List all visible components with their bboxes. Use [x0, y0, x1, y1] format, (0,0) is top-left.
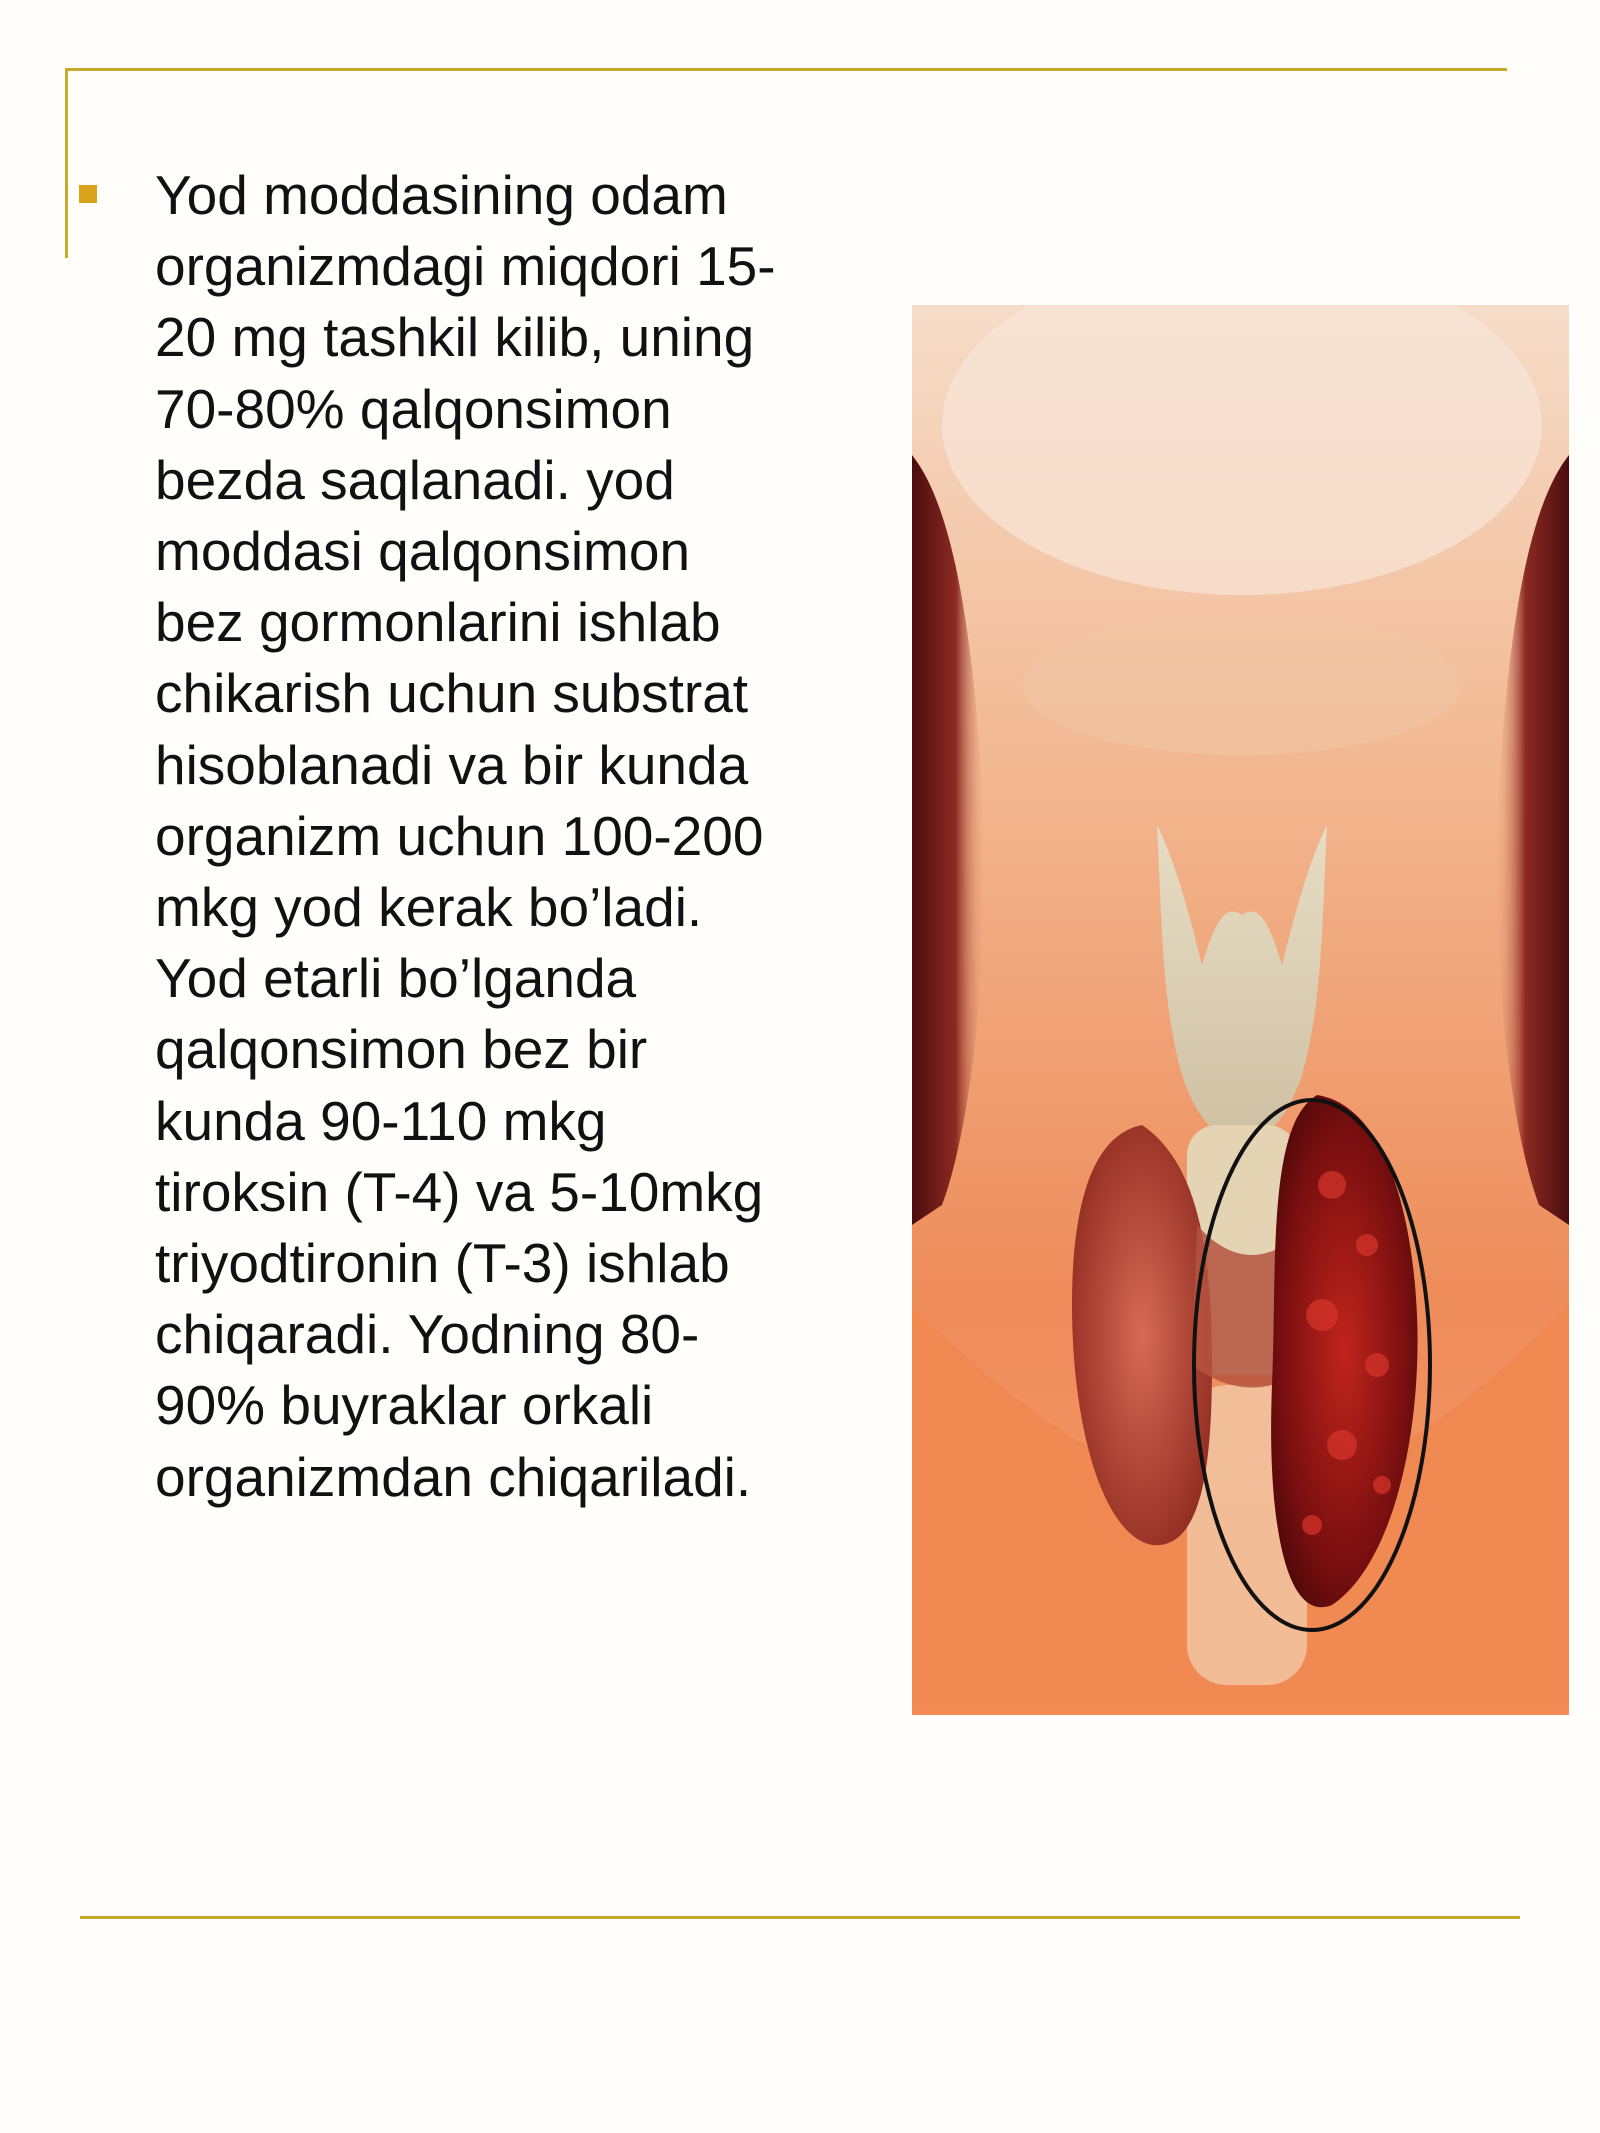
text-line: chikarish uchun substrat	[155, 662, 749, 725]
text-line: Yod moddasining odam	[155, 164, 728, 226]
left-rule	[65, 68, 68, 258]
text-line: chiqaradi. Yodning 80-	[155, 1303, 700, 1366]
bottom-rule	[80, 1916, 1520, 1919]
bullet-marker-icon	[79, 185, 97, 203]
text-line: mkg yod kerak bo’ladi.	[155, 876, 703, 939]
bullet-paragraph	[155, 160, 835, 1513]
text-line: 20 mg tashkil kilib, uning	[155, 306, 755, 369]
text-line: moddasi qalqonsimon	[155, 520, 691, 583]
text-line: triyodtironin (T-3) ishlab	[155, 1232, 730, 1295]
text-line: organizm uchun 100-200	[155, 804, 764, 867]
text-line: 90% buyraklar orkali	[155, 1374, 654, 1437]
text-line: organizmdagi miqdori 15-	[155, 235, 776, 298]
text-line: qalqonsimon bez bir	[155, 1018, 648, 1081]
text-line: Yod etarli bo’lganda	[155, 947, 637, 1010]
neck-thyroid-illustration	[912, 305, 1569, 1715]
text-line: tiroksin (T-4) va 5-10mkg	[155, 1160, 764, 1223]
text-line: hisoblanadi va bir kunda	[155, 733, 749, 796]
top-rule	[65, 68, 1507, 71]
text-line: bezda saqlanadi. yod	[155, 448, 675, 511]
text-line: organizmdan chiqariladi.	[155, 1445, 752, 1508]
text-line: kunda 90-110 mkg	[155, 1089, 607, 1152]
text-line: 70-80% qalqonsimon	[155, 377, 672, 440]
text-line: bez gormonlarini ishlab	[155, 591, 721, 654]
